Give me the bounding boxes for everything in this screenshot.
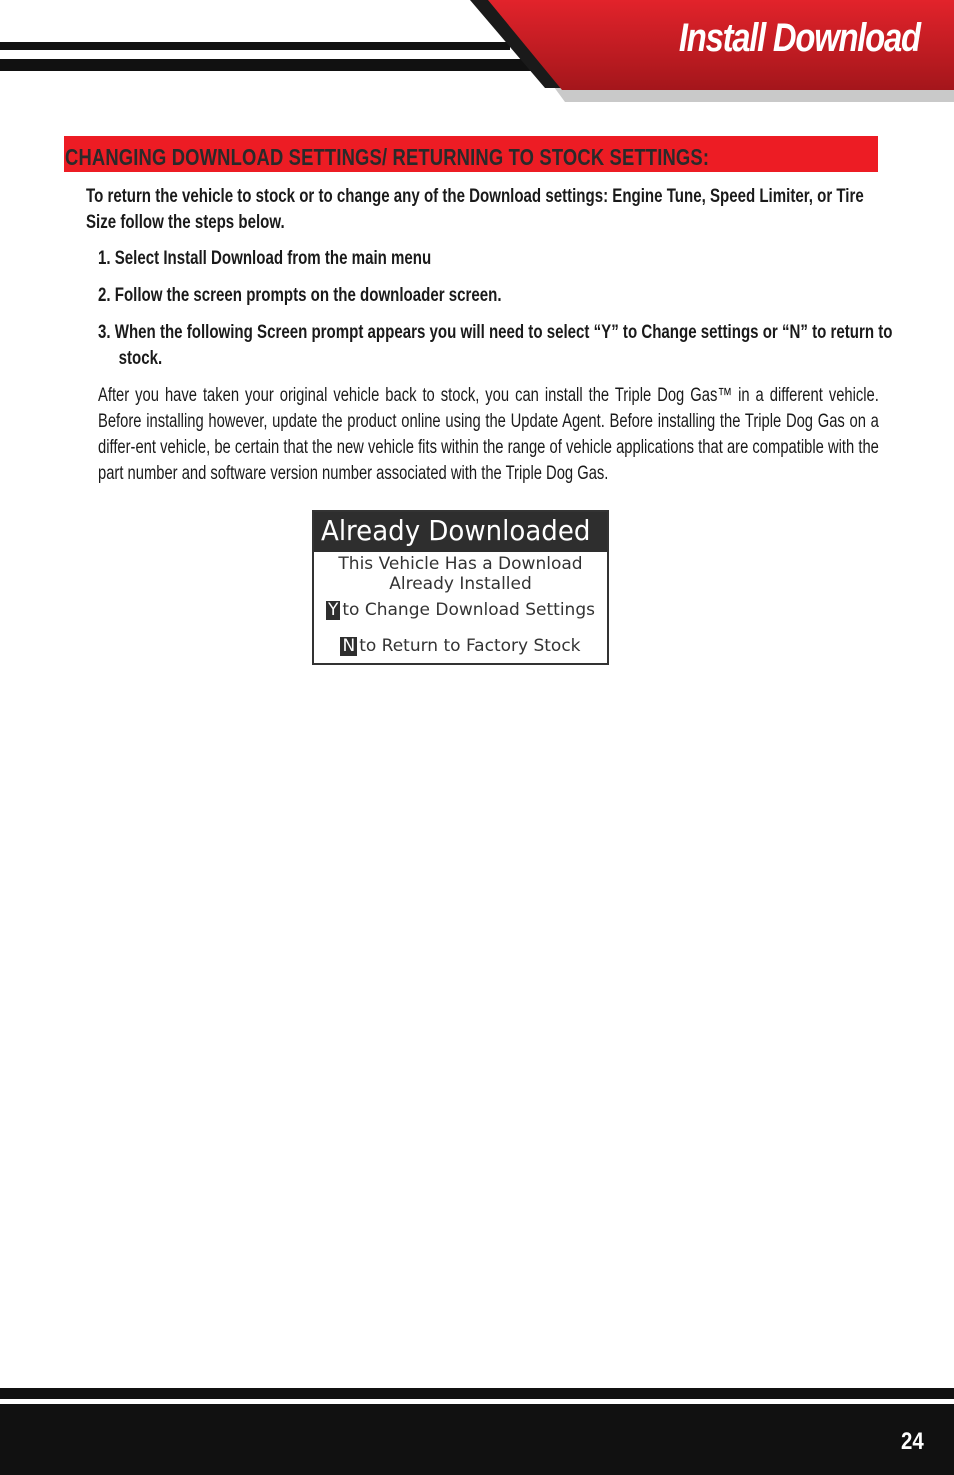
section-heading-bar [64,136,878,172]
device-screen-header [314,512,607,552]
footer-stripe [0,1388,954,1399]
device-option-y [314,600,607,620]
y-key-badge: Y [328,600,339,620]
step-2: 2. Follow the screen prompts on the downloader screen. [98,285,502,306]
section-heading: CHANGING DOWNLOAD SETTINGS/ RETURNING TO STOCK SETTINGS: [65,144,710,170]
step-3: 3. When the following Screen prompt appears you will need to select “Y” to Change settings or “N” to return to stock. [98,322,893,369]
device-option-n [314,636,607,656]
device-message-line-1: This Vehicle Has a Download [338,554,583,574]
footer-bar [0,1404,954,1475]
device-message-line-2: Already Installed [389,574,532,594]
page-title: Install Download [679,16,920,60]
device-screen [312,510,609,665]
intro-text: To return the vehicle to stock or to change any of the Download settings: Engine Tune, Speed Limiter, or Tire Size follow the steps below. [86,186,864,233]
step-1: 1. Select Install Download from the main menu [98,248,432,269]
body-paragraph: After you have taken your original vehicle back to stock, you can install the Triple Dog Gas™ in a different vehicle. Before installing however, update the product online using the Update Agent. Before installing the Triple Dog Gas on a differ-ent vehicle, be certain that the new vehicle fits within the range of vehicle applications that are compatible with the part number and software version number associated with the Triple Dog Gas. [98,385,879,484]
page-number: 24 [901,1428,924,1455]
device-option-n-text: to Return to Factory Stock [359,636,581,656]
device-screen-title: Already Downloaded [321,514,591,547]
n-key-badge: N [342,636,356,656]
device-option-y-text: to Change Download Settings [342,600,595,620]
page-header [0,0,954,110]
